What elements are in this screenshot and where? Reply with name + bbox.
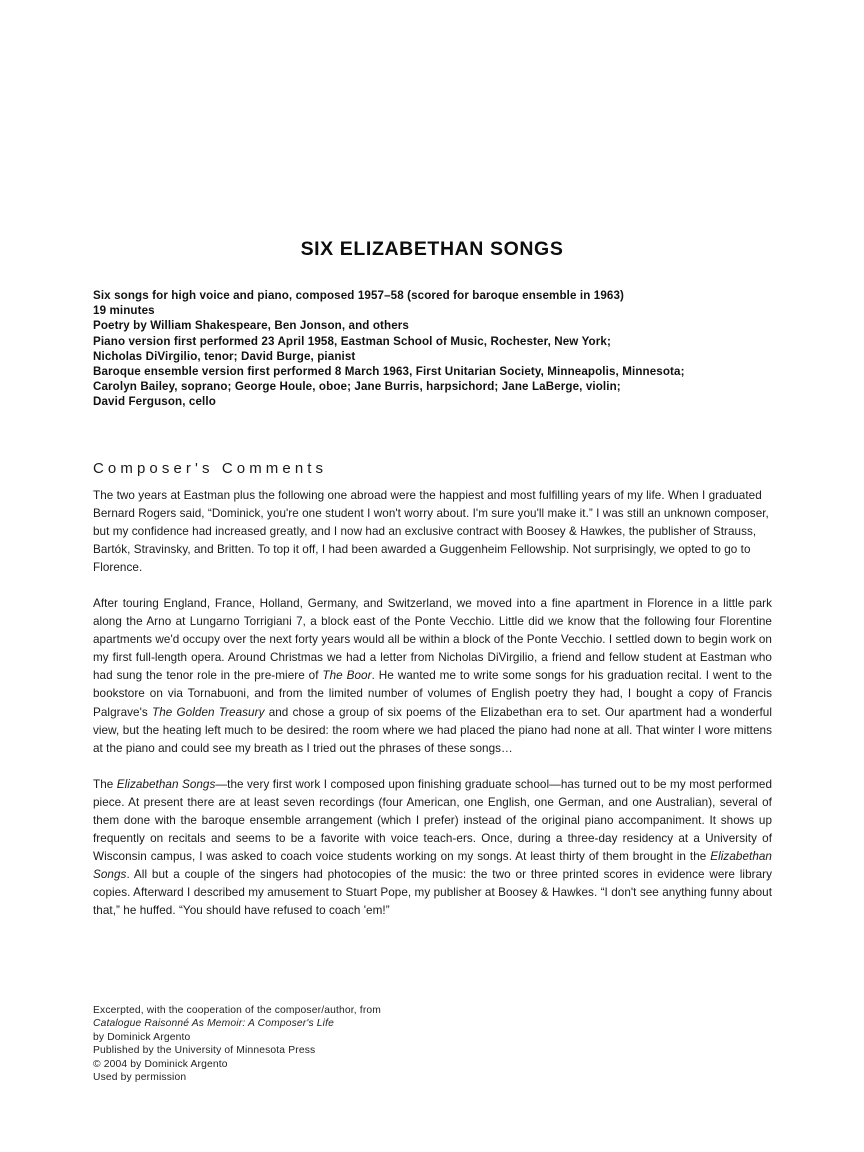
- metadata-line: Poetry by William Shakespeare, Ben Jonson, and others: [93, 319, 409, 333]
- metadata-line: Carolyn Bailey, soprano; George Houle, oboe; Jane Burris, harpsichord; Jane LaBerge, violin;: [93, 380, 621, 394]
- metadata-line: Piano version first performed 23 April 1958, Eastman School of Music, Rochester, New York;: [93, 334, 611, 348]
- text-run: The two years at Eastman plus the following one abroad were the happiest and most fulfilling years of my life. When I graduated Bernard Rogers said, “Dominick, you're one student I won't worry about. I'm sure you'll make it.” I was still an unknown composer, but my confidence had increased greatly, and I now had an exclusive contract with Boosey & Hawkes, the publisher of Strauss, Bartók, Stravinsky, and Britten. To top it off, I had been awarded a Guggenheim Fellowship. Not surprisingly, we opted to go to Florence.: [93, 489, 769, 575]
- page-title: SIX ELIZABETHAN SONGS: [300, 238, 564, 261]
- text-run: and chose a group of six poems of the Elizabethan era to set. Our apartment had a wonderful view, but the heating left much to be desired: the room where we had placed the piano had none at all. That winter I wore mittens at the piano and could see my breath as I tried out the phrases of these songs…: [93, 705, 773, 755]
- text-run: After touring England, France, Holland, Germany, and Switzerland, we moved into a fine apartment in Florence in a little park along the Arno at Lungarno Torrigiani 7, a block east of the Ponte Vecchio. Little did we know that the following four Florentine apartments we'd occupy over the next forty years would all be within a block of the Ponte Vecchio. I settled down to begin work on my first full-length opera. Around Christmas we had a letter from Nicholas DiVirgilio, a friend and fellow student at Eastman who had sung the tenor role in the pre-miere of: [93, 597, 772, 683]
- paragraph-3: [93, 776, 772, 920]
- footer-credit-line: Used by permission: [93, 1072, 187, 1084]
- italic-title-run: Elizabethan Songs: [93, 849, 772, 881]
- footer-credit-line: Published by the University of Minnesota Press: [93, 1045, 316, 1057]
- italic-title-run: The Golden Treasury: [152, 705, 265, 719]
- text-run: . He wanted me to write some songs for his graduation recital. I went to the bookstore on via Tornabuoni, and from the limited number of volumes of English poetry they had, I bought a copy of Francis Palgrave's: [93, 669, 773, 719]
- metadata-line: Baroque ensemble version first performed 8 March 1963, First Unitarian Society, Minneapolis, Minnesota;: [93, 365, 685, 379]
- footer-credit-line: Excerpted, with the cooperation of the composer/author, from: [93, 1005, 382, 1016]
- paragraph-1: [93, 487, 772, 577]
- paragraph-2: [93, 595, 772, 757]
- italic-title-run: The Boor: [322, 669, 372, 683]
- composers-comments-body: [93, 487, 772, 920]
- footer-credit-line: by Dominick Argento: [93, 1031, 191, 1043]
- metadata-line: David Ferguson, cello: [93, 395, 216, 409]
- text-run: The: [93, 777, 117, 791]
- footer-credit-line: © 2004 by Dominick Argento: [93, 1058, 228, 1070]
- text-run: . All but a couple of the singers had photocopies of the music: the two or three printed scores in evidence were library copies. Afterward I described my amusement to Stuart Pope, my publisher at Boosey & Hawkes. “I don't see anything funny about that,” he huffed. “You should have refused to coach 'em!”: [93, 867, 772, 917]
- footer-credit-line: Catalogue Raisonné As Memoir: A Composer's Life: [93, 1018, 335, 1030]
- metadata-line: Nicholas DiVirgilio, tenor; David Burge, pianist: [93, 349, 356, 363]
- metadata-line: Six songs for high voice and piano, composed 1957–58 (scored for baroque ensemble in 1963): [93, 289, 625, 302]
- footer-credits-block: [93, 1004, 593, 1084]
- work-metadata-block: [93, 288, 783, 410]
- metadata-line: 19 minutes: [93, 304, 155, 318]
- text-run: —the very first work I composed upon finishing graduate school—has turned out to be my most performed piece. At present there are at least seven recordings (four American, one English, one German, and one Australian), several of them done with the baroque ensemble arrangement (which I prefer) instead of the original piano accompaniment. It shows up frequently on recitals and seems to be a favorite with voice teach-ers. Once, during a three-day residency at a University of Wisconsin campus, I was asked to coach voice students working on my songs. At least thirty of them brought in the: [93, 777, 773, 863]
- section-heading-composers-comments: Composer's Comments: [93, 460, 328, 478]
- italic-title-run: Elizabethan Songs: [116, 777, 216, 791]
